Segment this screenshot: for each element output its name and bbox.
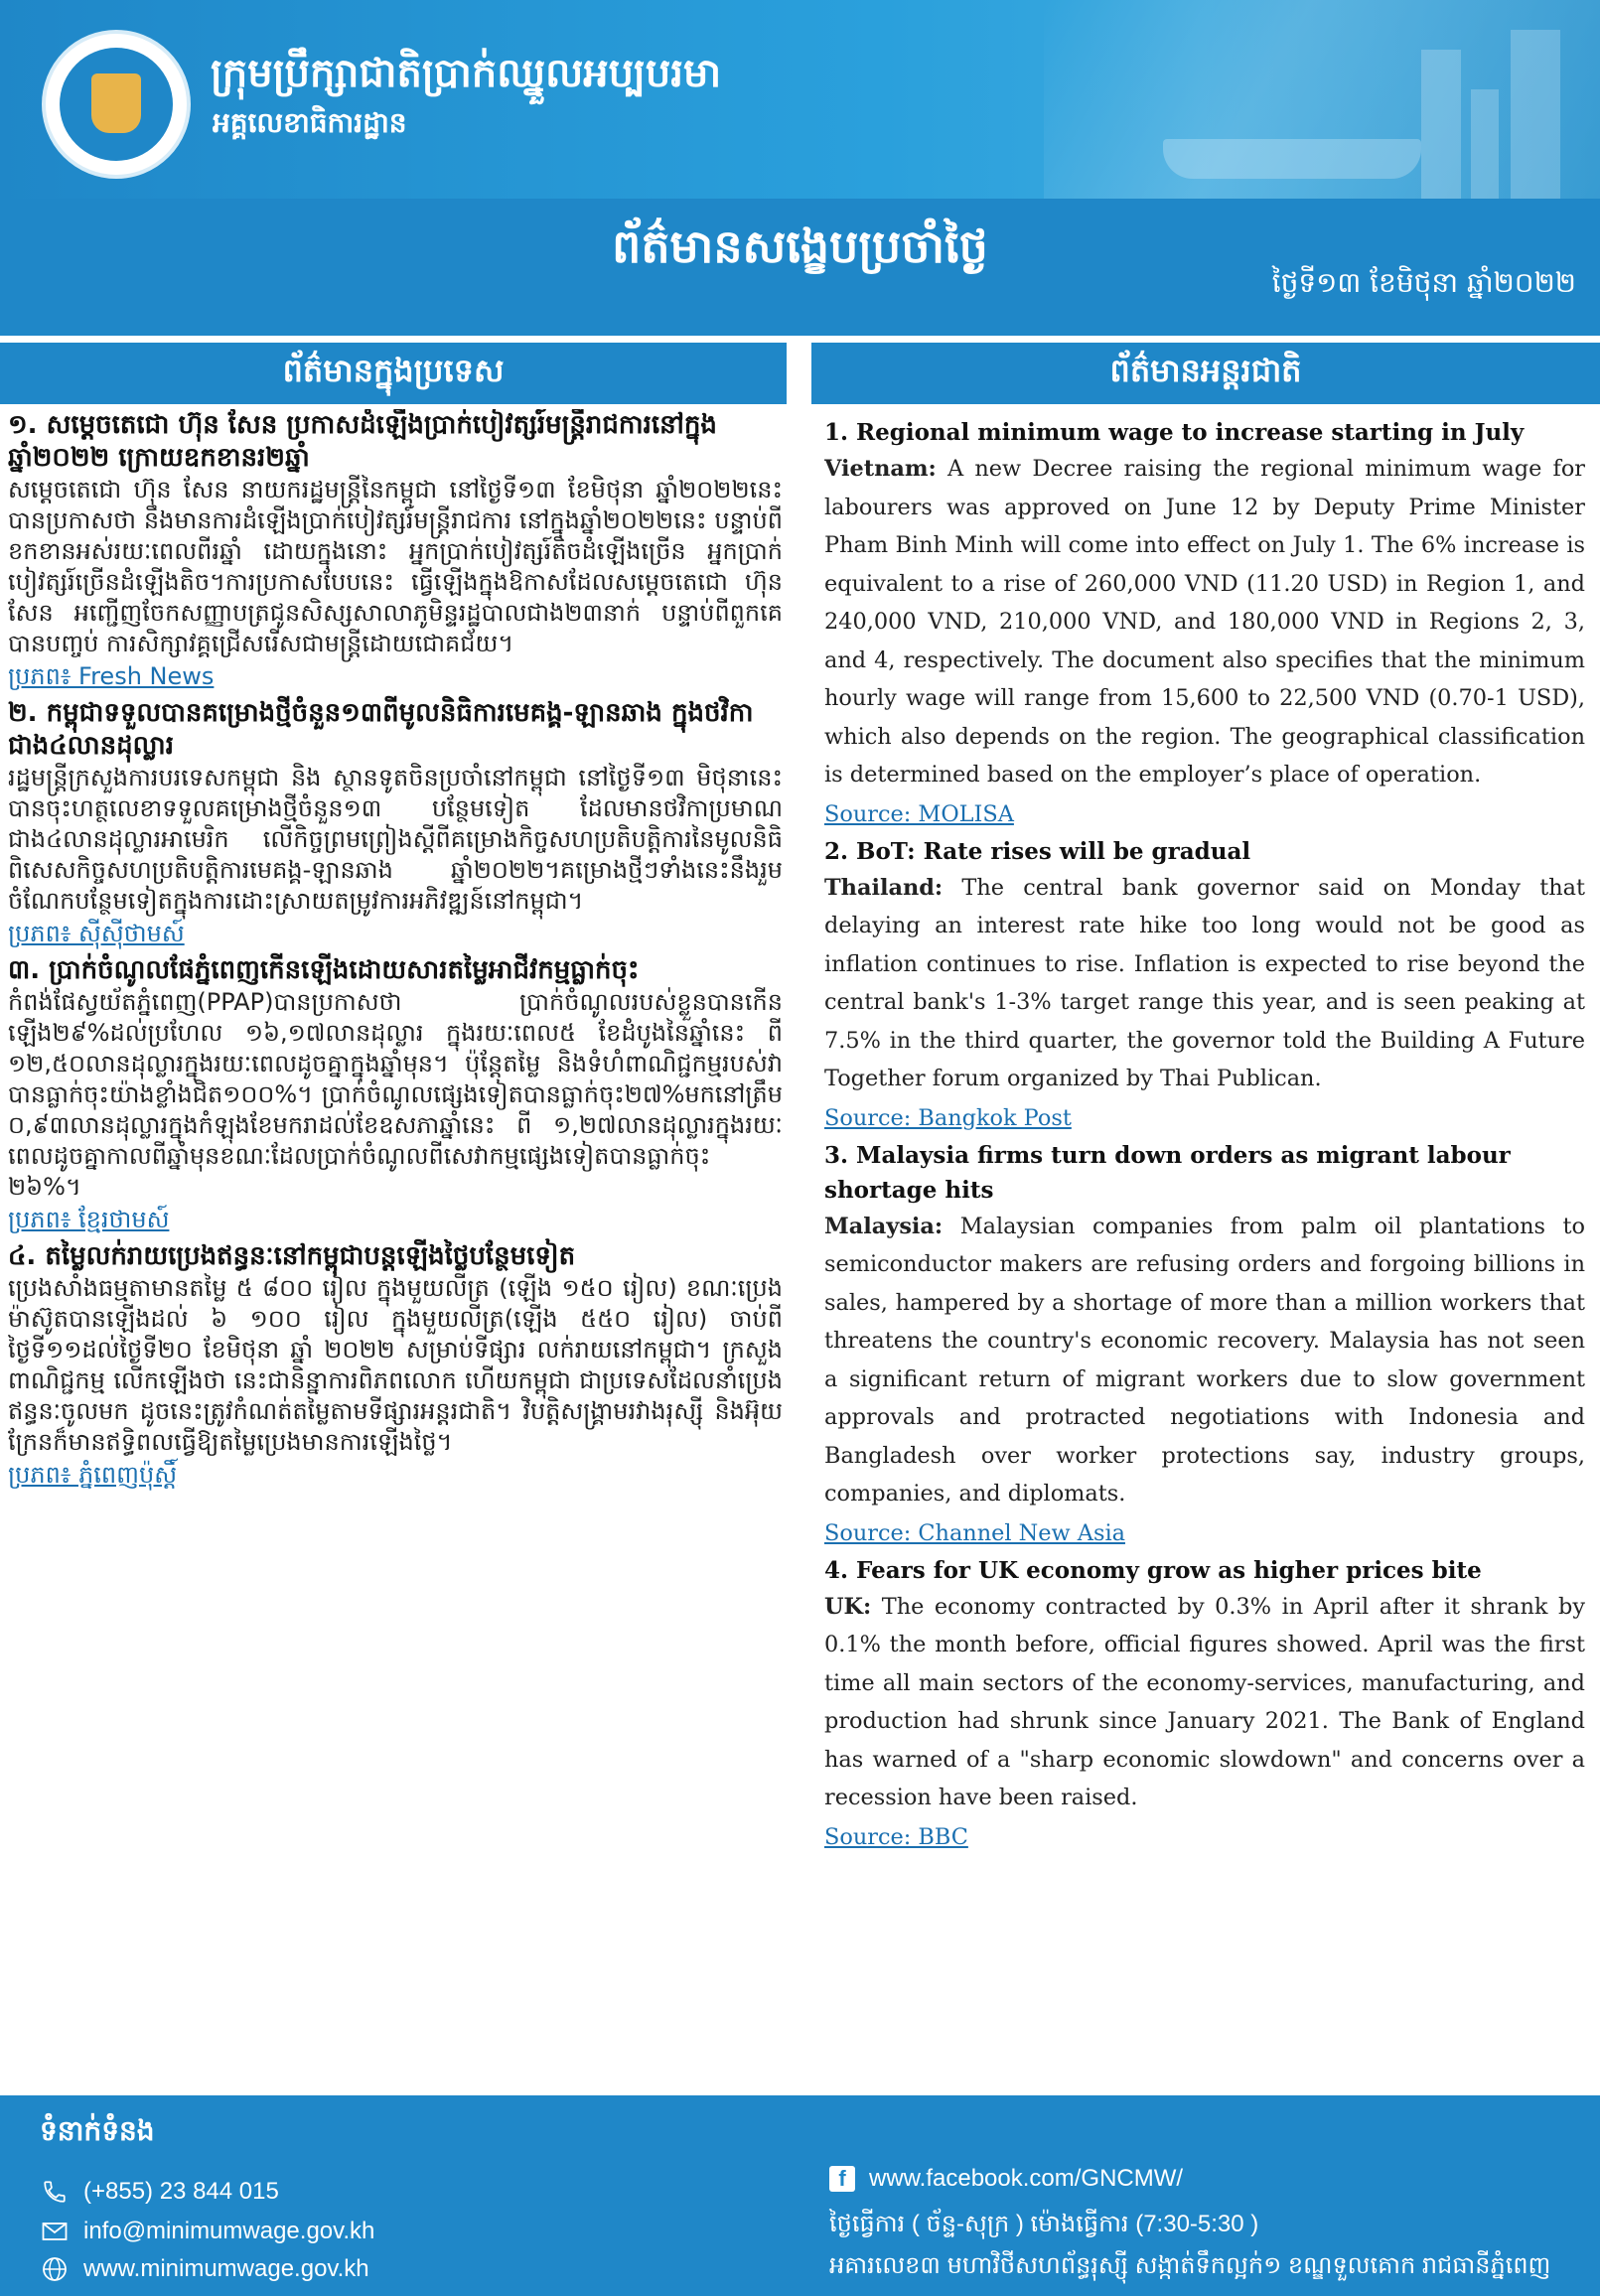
article-source-link[interactable]: ប្រភព៖ Fresh News [8, 662, 215, 690]
bulletin-title-bar [0, 199, 1600, 336]
article-body: សម្ដេចតេជោ ហ៊ុន សែន នាយករដ្ឋមន្ត្រីនៃកម្ពុជា នៅថ្ងៃទី១៣ ខែមិថុនា ឆ្នាំ២០២២នេះ បានប្រកាសថា នឹងមានការដំឡើងប្រាក់បៀវត្សរ៍មន្ត្រីរាជការ នៅក្នុងឆ្នាំ២០២២នេះ បន្ទាប់ពីខកខានអស់រយៈពេលពីរឆ្នាំ ដោយក្នុងនោះ អ្នកប្រាក់បៀវត្សរ៍តិចដំឡើងច្រើន អ្នកប្រាក់បៀវត្សរ៍ច្រើនដំឡើងតិច។ការប្រកាសបែបនេះ ធ្វើឡើងក្នុងឱកាសដែលសម្ដេចតេជោ ហ៊ុន សែន អញ្ជើញចែកសញ្ញាបត្រជូនសិស្សសាលាភូមិន្ទរដ្ឋបាលជាង២៣នាក់ បន្ទាប់ពីពួកគេបានបញ្ចប់ ការសិក្សាវគ្គជ្រើសរើសជាមន្ត្រីដោយជោគជ័យ។ [8, 476, 783, 657]
article-text: The central bank governor said on Monday that delaying an interest rate hike too long would not be good as inflation continues to rise. Inflation is expected to rise beyond the central bank's 1-3% target range this year, and is seen peaking at 7.5% in the third quarter, the governor told the Building A Future Together forum organized by Thai Publican. [824, 874, 1585, 1091]
office-address: អគារលេខ៣ មហាវិថីសហព័ន្ធរុស្ស៊ី សង្កាត់ទឹកល្អក់១ ខណ្ឌទួលគោក រាជធានីភ្នំពេញ [829, 2252, 1551, 2279]
international-article [824, 1553, 1585, 1857]
facebook-row [829, 2165, 1183, 2193]
article-title: ១. សម្ដេចតេជោ ហ៊ុន សែន ប្រកាសដំឡើងប្រាក់បៀវត្សរ៍មន្ត្រីរាជការនៅក្នុងឆ្នាំ២០២២ ក្រោយឧកខានរ២ឆ្នាំ [8, 410, 717, 473]
mail-icon [40, 2217, 70, 2246]
header-decorative-photo [1044, 0, 1600, 199]
article-source-link[interactable]: Source: MOLISA [824, 800, 1014, 827]
org-subtitle: អគ្គលេខាធិការដ្ឋាន [213, 106, 407, 139]
domestic-article [8, 697, 783, 950]
domestic-article [8, 954, 783, 1236]
article-body: ប្រេងសាំងធម្មតាមានតម្លៃ ៥ ៨០០ រៀល ក្នុងមួយលីត្រ (ឡើង ១៥០ រៀល) ខណៈប្រេងម៉ាស៊ូតបានឡើងដល់ ៦ ១០០ រៀល ក្នុងមួយលីត្រ(ឡើង ៥៥០ រៀល) ចាប់ពីថ្ងៃទី១១ដល់ថ្ងៃទី២០ ខែមិថុនា ឆ្នាំ ២០២២ សម្រាប់ទីផ្សារ លក់រាយនៅកម្ពុជា។ ក្រសួងពាណិជ្ជកម្ម លើកឡើងថា នេះជានិន្នាការពិភពលោក ហើយកម្ពុជា ជាប្រទេសដែលនាំប្រេងឥន្ធនៈចូលមក ដូចនេះត្រូវកំណត់តម្លៃតាមទីផ្សារអន្តរជាតិ។ វិបត្តិសង្គ្រាមរវាងរុស្ស៊ី និងអ៊ុយក្រែនក៏មានឥទ្ធិពលធ្វើឱ្យតម្លៃប្រេងមានការឡើងថ្លៃ។ [8, 1274, 783, 1456]
international-article [824, 1138, 1585, 1553]
email-address[interactable]: info@minimumwage.gov.kh [83, 2218, 375, 2244]
footer [0, 2095, 1600, 2296]
article-source-link[interactable]: Source: BBC [824, 1823, 968, 1850]
article-text: A new Decree raising the regional minimum wage for labourers was approved on June 12 by Deputy Prime Minister Pham Binh Minh will come into effect on July 1. The 6% increase is equivalent to a rise of 260,000 VND (11.20 USD) in Region 1, and 240,000 VND, 210,000 VND, and 180,000 VND in Regions 2, 3, and 4, respectively. The document also specifies that the minimum hourly wage will range from 15,600 to 22,500 VND (0.70-1 USD), which also depends on the region. The geographical classification is determined based on the employer’s place of operation. [824, 456, 1585, 788]
website-row [40, 2254, 369, 2284]
domestic-news-heading: ព័ត៌មានក្នុងប្រទេស [0, 343, 787, 404]
article-body [824, 1208, 1585, 1513]
domestic-article [8, 409, 783, 693]
international-article [824, 415, 1585, 834]
article-title: ២. កម្ពុជាទទួលបានគម្រោងថ្មីចំនួន១៣ពីមូលនិធិការមេគង្គ-ឡានឆាង ក្នុងថវិកាជាង៤លានដុល្លារ [8, 698, 754, 761]
website-url[interactable]: www.minimumwage.gov.kh [83, 2255, 369, 2282]
globe-icon [40, 2254, 70, 2284]
article-body [824, 450, 1585, 794]
article-text: Malaysian companies from palm oil plantations to semiconductor makers are refusing orders and forgoing billions in sales, hampered by a shortage of more than a million workers that threatens the country's economic recovery. Malaysia has not seen a significant return of migrant workers due to slow government approvals and protracted negotiations with Indonesia and Bangladesh over worker protections say, industry groups, companies, and diplomats. [824, 1213, 1585, 1507]
international-news-column [824, 415, 1585, 2093]
phone-row [40, 2177, 279, 2207]
article-text: The economy contracted by 0.3% in April after it shrank by 0.1% the month before, official figures showed. April was the first time all main sectors of the economy-services, manufacturing, and production had shrunk since January 2021. The Bank of England has warned of a "sharp economic slowdown" and concerns over a recession have been raised. [824, 1593, 1585, 1810]
article-title: 1. Regional minimum wage to increase starting in July [824, 419, 1525, 446]
email-row [40, 2217, 374, 2246]
article-country: Malaysia: [824, 1213, 944, 1239]
article-title: ៤. តម្លៃលក់រាយប្រេងឥន្ធនៈនៅកម្ពុជាបន្តឡើងថ្លៃបន្ថែមទៀត [8, 1241, 576, 1271]
facebook-url[interactable]: www.facebook.com/GNCMW/ [869, 2165, 1184, 2192]
phone-icon [40, 2177, 70, 2207]
article-country: Thailand: [824, 874, 944, 901]
article-title: 4. Fears for UK economy grow as higher prices bite [824, 1556, 1482, 1584]
facebook-icon: f [829, 2166, 855, 2192]
header-banner [0, 0, 1600, 199]
article-body: រដ្ឋមន្ត្រីក្រសួងការបរទេសកម្ពុជា និង ស្ថានទូតចិនប្រចាំនៅកម្ពុជា នៅថ្ងៃទី១៣ មិថុនានេះ បានចុះហត្ថលេខាទទួលគម្រោងថ្មីចំនួន១៣ បន្ថែមទៀត ដែលមានថវិកាប្រមាណជាង៤លានដុល្លារអាមេរិក លើកិច្ចព្រមព្រៀងស្ដីពីគម្រោងកិច្ចសហប្រតិបត្តិការនៃមូលនិធិពិសេសកិច្ចសហប្រតិបត្តិការមេគង្គ-ឡានឆាង ឆ្នាំ២០២២។គម្រោងថ្មីៗទាំងនេះនឹងរួមចំណែកបន្ថែមទៀតក្នុងការដោះស្រាយតម្រូវការអភិវឌ្ឍន៍នៅកម្ពុជា។ [8, 764, 783, 915]
article-source-link[interactable]: Source: Channel New Asia [824, 1519, 1125, 1546]
article-body [824, 1588, 1585, 1817]
article-body: កំពង់ផែស្វយ័តភ្នំពេញ(PPAP)បានប្រកាសថា ប្រាក់ចំណូលរបស់ខ្លួនបានកើនឡើង២៩%ដល់ប្រហែល ១៦,១៧លានដុល្លារ ក្នុងរយៈពេល៥ ខែដំបូងនៃឆ្នាំនេះ ពី ១២,៥០លានដុល្លារក្នុងរយៈពេលដូចគ្នាក្នុងឆ្នាំមុន។ ប៉ុន្តែតម្លៃ និងទំហំពាណិជ្ជកម្មរបស់វាបានធ្លាក់ចុះយ៉ាងខ្លាំងជិត១០០%។ ប្រាក់ចំណូលផ្សេងទៀតបានធ្លាក់ចុះ២៧%មកនៅត្រឹម ០,៩៣លានដុល្លារក្នុងកំឡុងខែមករាដល់ខែឧសភាឆ្នាំនេះ ពី ១,២៧លានដុល្លារក្នុងរយៈពេលដូចគ្នាកាលពីឆ្នាំមុនខណៈដែលប្រាក់ចំណូលពីសេវាកម្មផ្សេងទៀតបានធ្លាក់ចុះ ២៦%។ [8, 988, 783, 1201]
phone-number[interactable]: (+855) 23 844 015 [83, 2178, 279, 2205]
article-title: ៣. ប្រាក់ចំណូលផែភ្នំពេញកើនឡើងដោយសារតម្លៃអាជីវកម្មធ្លាក់ចុះ [8, 955, 640, 985]
article-title: 2. BoT: Rate rises will be gradual [824, 837, 1251, 865]
bulletin-title: ព័ត៌មានសង្ខេបប្រចាំថ្ងៃ [612, 219, 988, 273]
org-name: ក្រុមប្រឹក្សាជាតិប្រាក់ឈ្នួលអប្បបរមា [211, 51, 722, 96]
domestic-news-column [8, 409, 783, 2085]
org-logo [42, 30, 191, 179]
contact-title: ទំនាក់ទំនង [40, 2114, 155, 2147]
article-title: 3. Malaysia firms turn down orders as migrant labour shortage hits [824, 1141, 1511, 1204]
article-country: UK: [824, 1593, 872, 1620]
international-news-heading: ព័ត៌មានអន្តរជាតិ [811, 343, 1600, 404]
article-source-link[interactable]: ប្រភព៖ ស៊ីស៊ីថាមស៍ [8, 920, 185, 947]
article-body [824, 869, 1585, 1098]
article-source-link[interactable]: ប្រភព៖ ភ្នំពេញប៉ុស្តិ៍ [8, 1461, 178, 1489]
article-source-link[interactable]: ប្រភព៖ ខ្មែរថាមស៍ [8, 1206, 170, 1233]
working-hours: ថ្ងៃធ្វើការ ( ច័ន្ទ-សុក្រ ) ម៉ោងធ្វើការ (7:30-5:30 ) [829, 2211, 1259, 2237]
article-country: Vietnam: [824, 456, 937, 482]
bulletin-date: ថ្ងៃទី១៣ ខែមិថុនា ឆ្នាំ២០២២ [1271, 266, 1576, 299]
domestic-article [8, 1240, 783, 1492]
article-source-link[interactable]: Source: Bangkok Post [824, 1104, 1072, 1131]
international-article [824, 834, 1585, 1138]
